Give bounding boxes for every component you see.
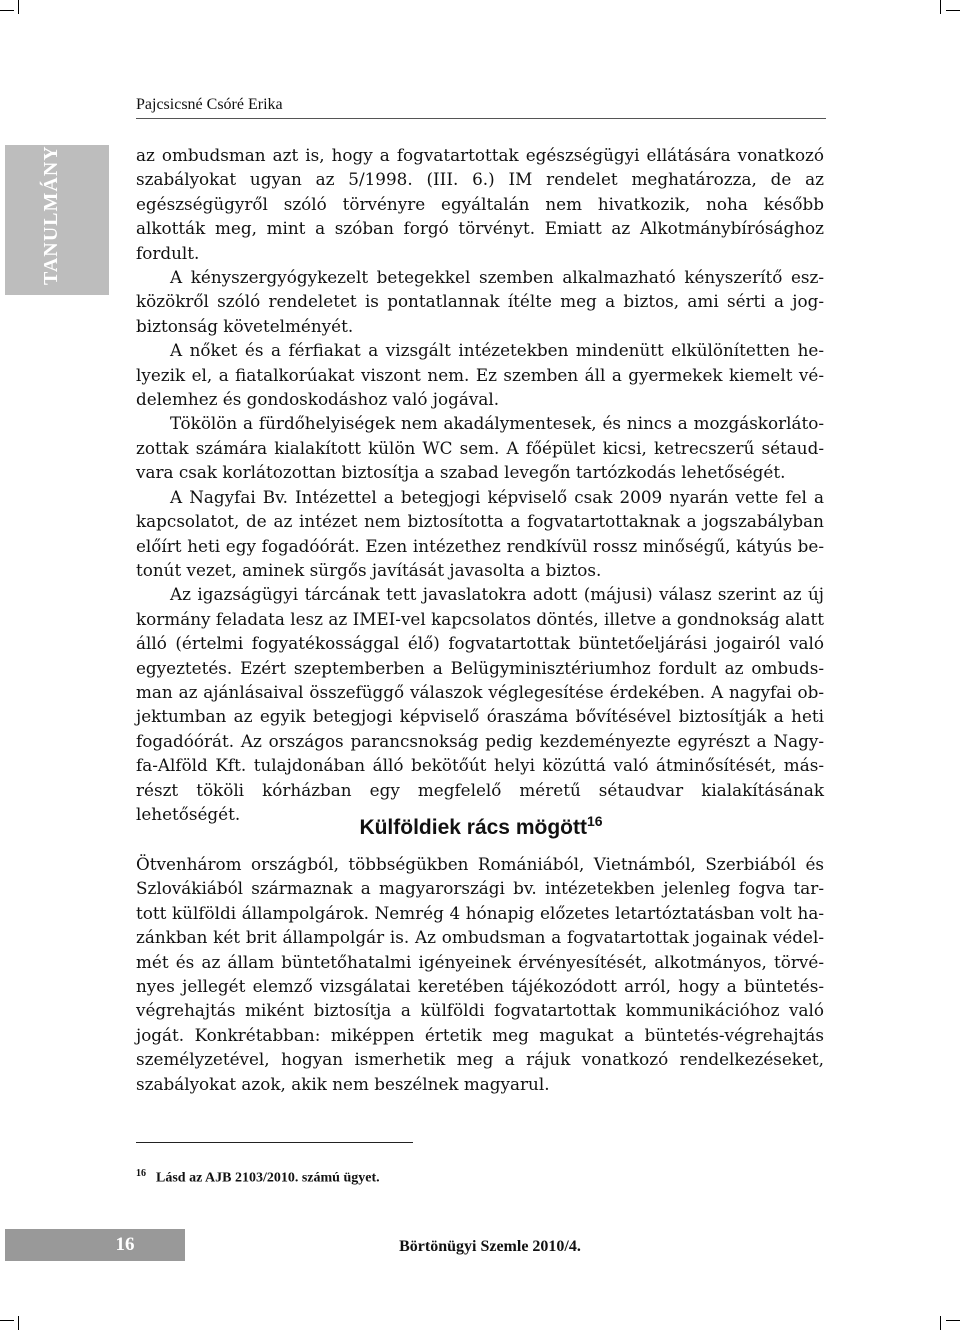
crop-mark-top-left-v xyxy=(18,0,19,14)
body-section-2 xyxy=(136,852,824,1096)
paragraph: az ombudsman azt is, hogy a fogvatartottak egészségügyi ellátására vonatkozó szabályokat ugyan az 5/1998. (III. 6.) IM rendelet meghatározza, de az egészségügyről szóló törvényre egyáltalán nem hivatkozik, noha később alkották meg, mint a szóban forgó törvényt. Emiatt az Alkotmánybírósághoz fordult. xyxy=(136,145,824,263)
footnote-text: Lásd az AJB 2103/2010. számú ügyet. xyxy=(156,1170,380,1186)
crop-mark-bottom-left-h xyxy=(0,1320,14,1321)
section-heading-text: Külföldiek rács mögött xyxy=(359,816,587,839)
section-heading xyxy=(136,813,826,840)
paragraph: A nőket és a férfiakat a vizsgált intézetekben mindenütt elkülönítetten helyezik el, a fiatalkorúakat viszont nem. Ez szemben áll a gyermekek kiemelt védelemhez és gondoskodáshoz való jogával. xyxy=(136,340,824,410)
journal-title: Börtönügyi Szemle 2010/4. xyxy=(399,1238,581,1255)
paragraph: A kényszergyógykezelt betegekkel szemben alkalmazható kényszerítő eszközökről szóló rendeletet is pontatlannak ítélte meg a biztos, ami sérti a jogbiztonság követelményét. xyxy=(136,267,824,336)
crop-mark-top-right-v xyxy=(940,0,941,14)
body-section-1 xyxy=(136,143,824,826)
header-rule xyxy=(136,118,826,119)
paragraph: A Nagyfai Bv. Intézettel a betegjogi képviselő csak 2009 nyarán vette fel a kapcsolatot, de az intézet nem biztosította a fogvatartottaknak a jogszabályban előírt heti egy fogadóórát. Ezen intézethez rendkívül rossz minőségű, kátyús betonút vezet, aminek sürgős javítását javasolta a biztos. xyxy=(136,486,824,580)
running-header-author: Pajcsicsné Csóré Erika xyxy=(136,96,283,113)
paragraph: Ötvenhárom országból, többségükben Romániából, Vietnámból, Szerbiából és Szlovákiából származnak a magyarországi bv. intézetekben jelenleg fogva tartott külföldi állampolgárok. Nemrég 4 hónapig előzetes letartóztatásban volt hazánkban két brit állampolgár is. Az ombudsman a fogvatartottak jogainak védelmét és az állam büntetőhatalmi igényeinek érvényesítését, alkotmányos, törvényes jellegét elemző vizsgálatai keretében tájékozódott arról, hogy a büntetésvégrehajtás miként biztosítja a külföldi fogvatartottak kommunikációhoz való jogát. Konkrétabban: miképpen értetik meg magukat a büntetés-végrehajtás személyzetével, hogyan ismerhetik meg a rájuk vonatkozó rendelkezéseket, szabályokat azok, akik nem beszélnek magyarul. xyxy=(136,854,824,1094)
section-tab-label: TANULMÁNY xyxy=(40,145,62,285)
footnote-reference[interactable]: 16 xyxy=(586,813,603,829)
footnote-rule xyxy=(136,1142,413,1143)
paragraph: Tökölön a fürdőhelyiségek nem akadálymentesek, és nincs a mozgáskorlátozottak számára kialakított külön WC sem. A főépület kicsi, ketrecszerű sétaudvara csak korlátozottan biztosítja a szabad levegőn tartózkodás lehetőségét. xyxy=(136,413,824,483)
crop-mark-bottom-right-v xyxy=(940,1316,941,1330)
crop-mark-top-right-h xyxy=(946,10,960,11)
crop-mark-bottom-right-h xyxy=(946,1320,960,1321)
footnote xyxy=(136,1168,380,1187)
page-number: 16 xyxy=(115,1234,135,1255)
crop-mark-bottom-left-v xyxy=(18,1316,19,1330)
paragraph: Az igazságügyi tárcának tett javaslatokra adott (májusi) válasz szerint az új kormány feladata lesz az IMEI-vel kapcsolatos döntés, illetve a gondnokság alatt álló (értelmi fogyatékossággal élő) fogvatartottak büntetőeljárási jogairól való egyeztetés. Ezért szeptemberben a Belügyminisztériumhoz fordult az ombudsman az ajánlásaival összefüggő válaszok véglegesítése érdekében. A nagyfai objektumban az egyik betegjogi képviselő óraszáma bővítésével biztosítják a heti fogadóórát. Az országos parancsnokság pedig kezdeményezte egyrészt a Nagyfa-Alföld Kft. tulajdonában álló bekötőút helyi közúttá való átminősítését, másrészt tököli kórházban egy megfelelő méretű sétaudvar kialakításának lehetőségét. xyxy=(136,584,824,824)
footnote-number: 16 xyxy=(136,1168,146,1179)
crop-mark-top-left-h xyxy=(0,10,14,11)
